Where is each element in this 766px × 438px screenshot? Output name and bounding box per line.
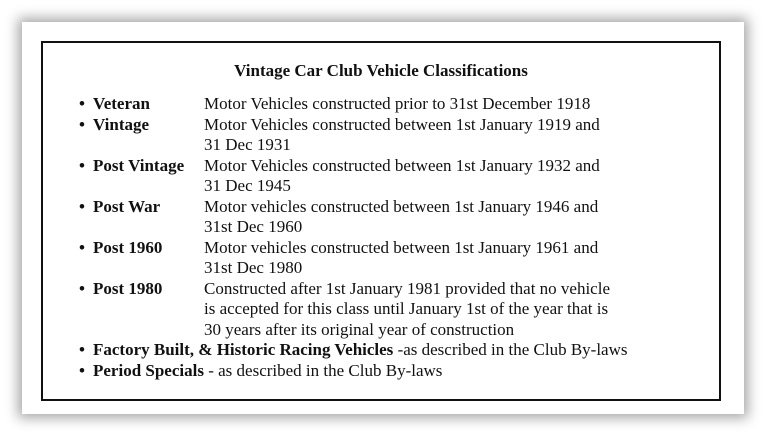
class-term: Veteran (93, 94, 150, 113)
list-item-post-war (79, 197, 709, 238)
list-item-post-1960 (79, 238, 709, 279)
description-line: 31st Dec 1960 (204, 217, 303, 236)
class-term: Post 1980 (93, 278, 163, 298)
bullet-icon: • (79, 340, 85, 359)
bullet-icon: • (79, 94, 85, 113)
description-line: Motor vehicles constructed between 1st January 1946 and (204, 196, 599, 216)
description-line: 31st Dec 1980 (204, 258, 303, 277)
class-term: Factory Built, & Historic Racing Vehicles (93, 340, 394, 359)
description-line: 31 Dec 1931 (204, 135, 291, 154)
class-description: - as described in the Club By-laws (203, 360, 443, 380)
description-line: 31 Dec 1945 (204, 176, 291, 195)
description-line: 30 years after its original year of construction (204, 319, 515, 339)
class-term: Post Vintage (93, 155, 185, 175)
bullet-icon: • (79, 114, 85, 134)
bullet-icon: • (79, 155, 85, 175)
class-description: -as described in the Club By-laws (393, 340, 628, 359)
list-item-vintage (79, 115, 709, 156)
class-description (204, 238, 649, 279)
list-item-veteran (79, 94, 709, 115)
class-description (204, 94, 649, 115)
class-description (204, 156, 649, 197)
classification-card (41, 41, 721, 401)
class-term: Post 1960 (93, 237, 163, 257)
description-line: Motor Vehicles constructed between 1st January 1932 and (204, 155, 600, 175)
bullet-icon: • (79, 237, 85, 257)
bullet-icon: • (79, 360, 85, 380)
class-term: Post War (93, 196, 161, 216)
class-description (204, 279, 649, 341)
class-term: Period Specials (93, 360, 204, 380)
description-line: Motor vehicles constructed between 1st January 1961 and (204, 237, 599, 257)
bullet-icon: • (79, 196, 85, 216)
description-line: Motor Vehicles constructed between 1st January 1919 and (204, 114, 600, 134)
class-description (204, 197, 649, 238)
card-title: Vintage Car Club Vehicle Classifications (234, 61, 528, 80)
description-line: Constructed after 1st January 1981 provided that no vehicle (204, 278, 610, 298)
description-line: Motor Vehicles constructed prior to 31st December 1918 (204, 94, 591, 113)
list-item-period-specials (79, 361, 709, 382)
class-term: Vintage (93, 114, 150, 134)
classification-list (79, 94, 709, 381)
bullet-icon: • (79, 278, 85, 298)
list-item-post-vintage (79, 156, 709, 197)
list-item-factory-built (79, 340, 709, 361)
class-description (204, 115, 649, 156)
description-line: is accepted for this class until January 1st of the year that is (204, 299, 609, 318)
list-item-post-1980 (79, 279, 709, 341)
